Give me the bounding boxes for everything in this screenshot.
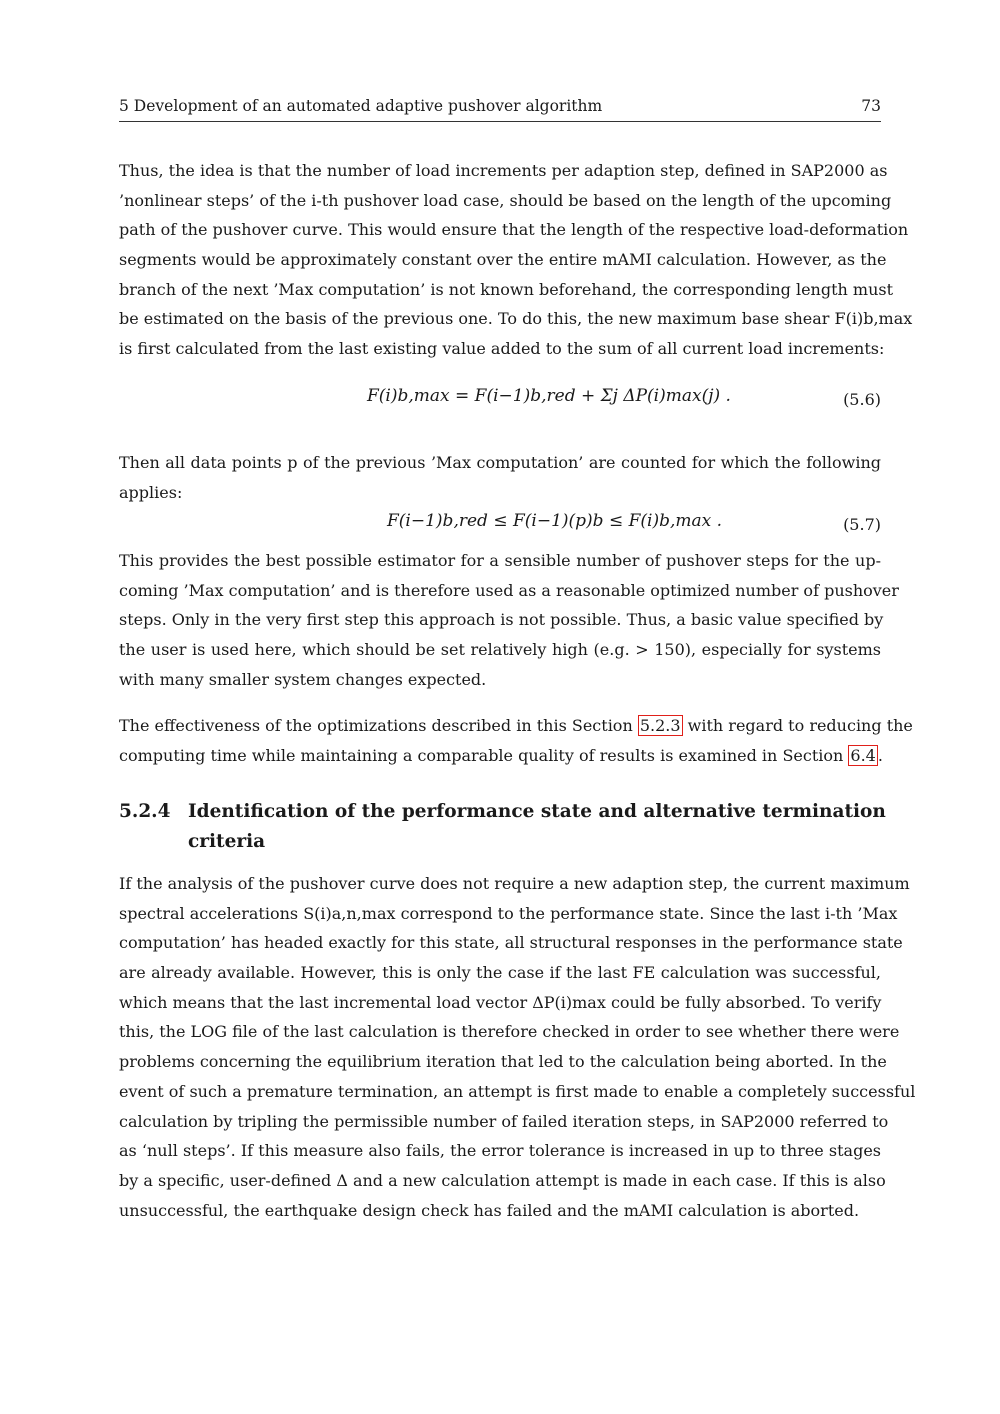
equation-body: F(i−1)b,red ≤ F(i−1)(p)b ≤ F(i)b,max . xyxy=(387,511,723,531)
text-line xyxy=(119,741,881,771)
equation-number: (5.6) xyxy=(843,390,881,409)
section-title-line-2: criteria xyxy=(188,831,266,852)
equation-number: (5.7) xyxy=(843,515,881,534)
section-title-line-1: Identification of the performance state and alternative termination xyxy=(188,801,886,822)
text-span: . xyxy=(877,745,883,765)
text-line: event of such a premature termination, an attempt is first made to enable a completely successful xyxy=(119,1081,916,1101)
text-line: the user is used here, which should be set relatively high (e.g. > 150), especially for systems xyxy=(119,640,881,660)
paragraph-5 xyxy=(119,869,916,1225)
equation-5-7 xyxy=(119,507,881,547)
text-line: coming ’Max computation’ and is therefore used as a reasonable optimized number of pushover xyxy=(119,580,899,600)
text-line: Then all data points p of the previous ’Max computation’ are counted for which the following xyxy=(119,453,881,472)
chapter-title: 5 Development of an automated adaptive pushover algorithm xyxy=(119,97,603,115)
text-line: problems concerning the equilibrium iteration that led to the calculation being aborted. In the xyxy=(119,1052,887,1072)
equation-5-6 xyxy=(119,382,881,422)
text-span: computing time while maintaining a comparable quality of results is examined in Section xyxy=(119,745,844,765)
text-line: steps. Only in the very first step this approach is not possible. Thus, a basic value specified by xyxy=(119,610,884,630)
text-span: The effectiveness of the optimizations described in this Section xyxy=(119,716,633,735)
section-number: 5.2.4 xyxy=(119,801,171,822)
text-line: If the analysis of the pushover curve does not require a new adaption step, the current maximum xyxy=(119,874,910,893)
text-line: unsuccessful, the earthquake design check has failed and the mAMI calculation is aborted. xyxy=(119,1200,860,1220)
text-line: segments would be approximately constant over the entire mAMI calculation. However, as the xyxy=(119,250,887,270)
text-line: this, the LOG file of the last calculation is therefore checked in order to see whether there were xyxy=(119,1022,900,1042)
text-line: Thus, the idea is that the number of load increments per adaption step, defined in SAP2000 as xyxy=(119,161,888,180)
text-line: spectral accelerations S(i)a,n,max correspond to the performance state. Since the last i-th ’Max xyxy=(119,903,898,923)
text-line: with many smaller system changes expected. xyxy=(119,669,487,689)
text-line: branch of the next ’Max computation’ is not known beforehand, the corresponding length must xyxy=(119,279,894,299)
running-header xyxy=(119,97,881,122)
equation-body: F(i)b,max = F(i−1)b,red + Σj ΔP(i)max(j) . xyxy=(367,386,731,406)
text-line: calculation by tripling the permissible number of failed iteration steps, in SAP2000 referred to xyxy=(119,1111,889,1131)
text-line: by a specific, user-defined Δ and a new calculation attempt is made in each case. If this is also xyxy=(119,1170,886,1190)
paragraph-2 xyxy=(119,448,881,507)
text-line: is first calculated from the last existing value added to the sum of all current load increments: xyxy=(119,339,885,359)
text-line: as ‘null steps’. If this measure also fails, the error tolerance is increased in up to three stages xyxy=(119,1141,881,1161)
section-ref-link[interactable]: 6.4 xyxy=(850,745,876,765)
text-span: with regard to reducing the xyxy=(687,716,913,735)
text-line: are already available. However, this is only the case if the last FE calculation was successful, xyxy=(119,963,881,983)
text-line: applies: xyxy=(119,482,183,502)
section-ref-link[interactable]: 5.2.3 xyxy=(639,716,681,735)
paragraph-1 xyxy=(119,156,913,364)
text-line xyxy=(119,711,913,741)
text-line: path of the pushover curve. This would ensure that the length of the respective load-deformation xyxy=(119,220,909,240)
text-line: computation’ has headed exactly for this state, all structural responses in the performance state xyxy=(119,933,903,953)
text-line: which means that the last incremental load vector ΔP(i)max could be fully absorbed. To verify xyxy=(119,992,882,1012)
paragraph-3 xyxy=(119,546,899,694)
paragraph-4 xyxy=(119,711,913,770)
text-line: ’nonlinear steps’ of the i-th pushover load case, should be based on the length of the upcoming xyxy=(119,190,892,210)
text-line: This provides the best possible estimator for a sensible number of pushover steps for the up- xyxy=(119,551,881,570)
page-number: 73 xyxy=(861,97,881,115)
text-line: be estimated on the basis of the previous one. To do this, the new maximum base shear F(i)b,max xyxy=(119,309,913,329)
